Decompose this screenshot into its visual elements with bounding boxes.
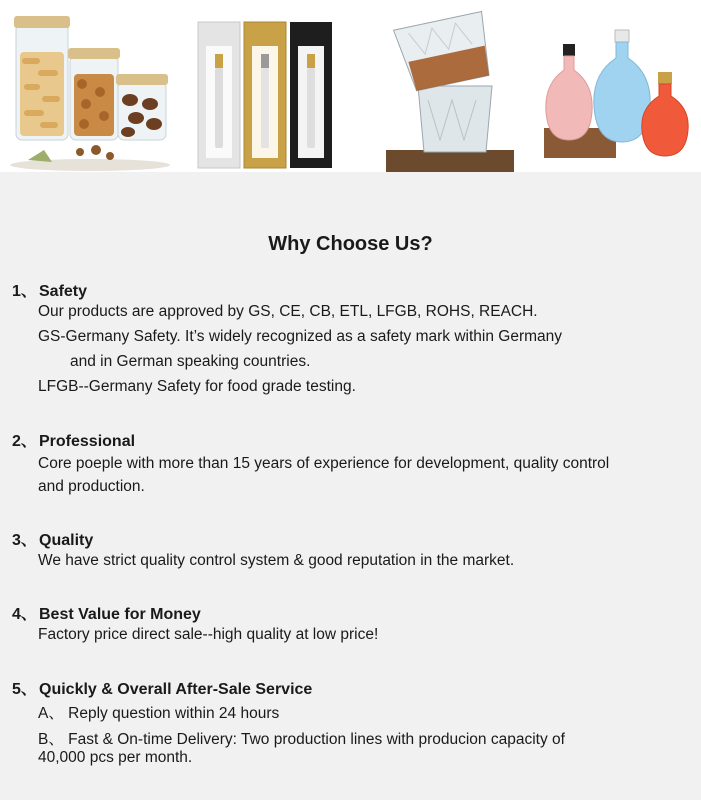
- section-text-line: and in German speaking countries.: [70, 353, 311, 370]
- section-text-line: B、 Fast & On-time Delivery: Two production lines with producion capacity of: [38, 731, 565, 748]
- product-photo-perfume-vials: [184, 0, 340, 172]
- section-number: 4、: [12, 606, 37, 623]
- section-number: 1、: [12, 283, 37, 300]
- product-image-banner: [0, 0, 701, 172]
- section-title: Best Value for Money: [39, 606, 201, 623]
- section-heading-best-value: [12, 601, 201, 624]
- product-photo-jars: [0, 0, 172, 172]
- section-title: Quality: [39, 532, 94, 549]
- section-title: Quickly & Overall After-Sale Service: [39, 681, 313, 698]
- section-text-line: 40,000 pcs per month.: [38, 749, 193, 766]
- product-photo-whisky-glasses: [380, 0, 520, 172]
- section-text-line: LFGB--Germany Safety for food grade testing.: [38, 378, 356, 395]
- section-text-line: Core poeple with more than 15 years of experience for development, quality control: [38, 455, 610, 472]
- section-title: Professional: [39, 433, 136, 450]
- section-heading-professional: [12, 428, 135, 451]
- section-text-line: Our products are approved by GS, CE, CB, ETL, LFGB, ROHS, REACH.: [38, 303, 538, 320]
- product-photo-juice-bottles: [534, 0, 701, 172]
- section-number: 2、: [12, 433, 37, 450]
- section-text-line: We have strict quality control system & good reputation in the market.: [38, 552, 515, 569]
- section-text-line: and production.: [38, 478, 145, 495]
- section-title: Safety: [39, 283, 88, 300]
- section-heading-quality: [12, 527, 93, 550]
- page-title: Why Choose Us?: [268, 233, 433, 255]
- section-text-line: A、 Reply question within 24 hours: [38, 705, 280, 722]
- section-number: 3、: [12, 532, 37, 549]
- section-heading-after-sale: [12, 676, 312, 699]
- section-number: 5、: [12, 681, 37, 698]
- section-text-line: Factory price direct sale--high quality at low price!: [38, 626, 379, 643]
- section-text-line: GS-Germany Safety. It’s widely recognized as a safety mark within Germany: [38, 328, 563, 345]
- section-heading-safety: [12, 278, 87, 301]
